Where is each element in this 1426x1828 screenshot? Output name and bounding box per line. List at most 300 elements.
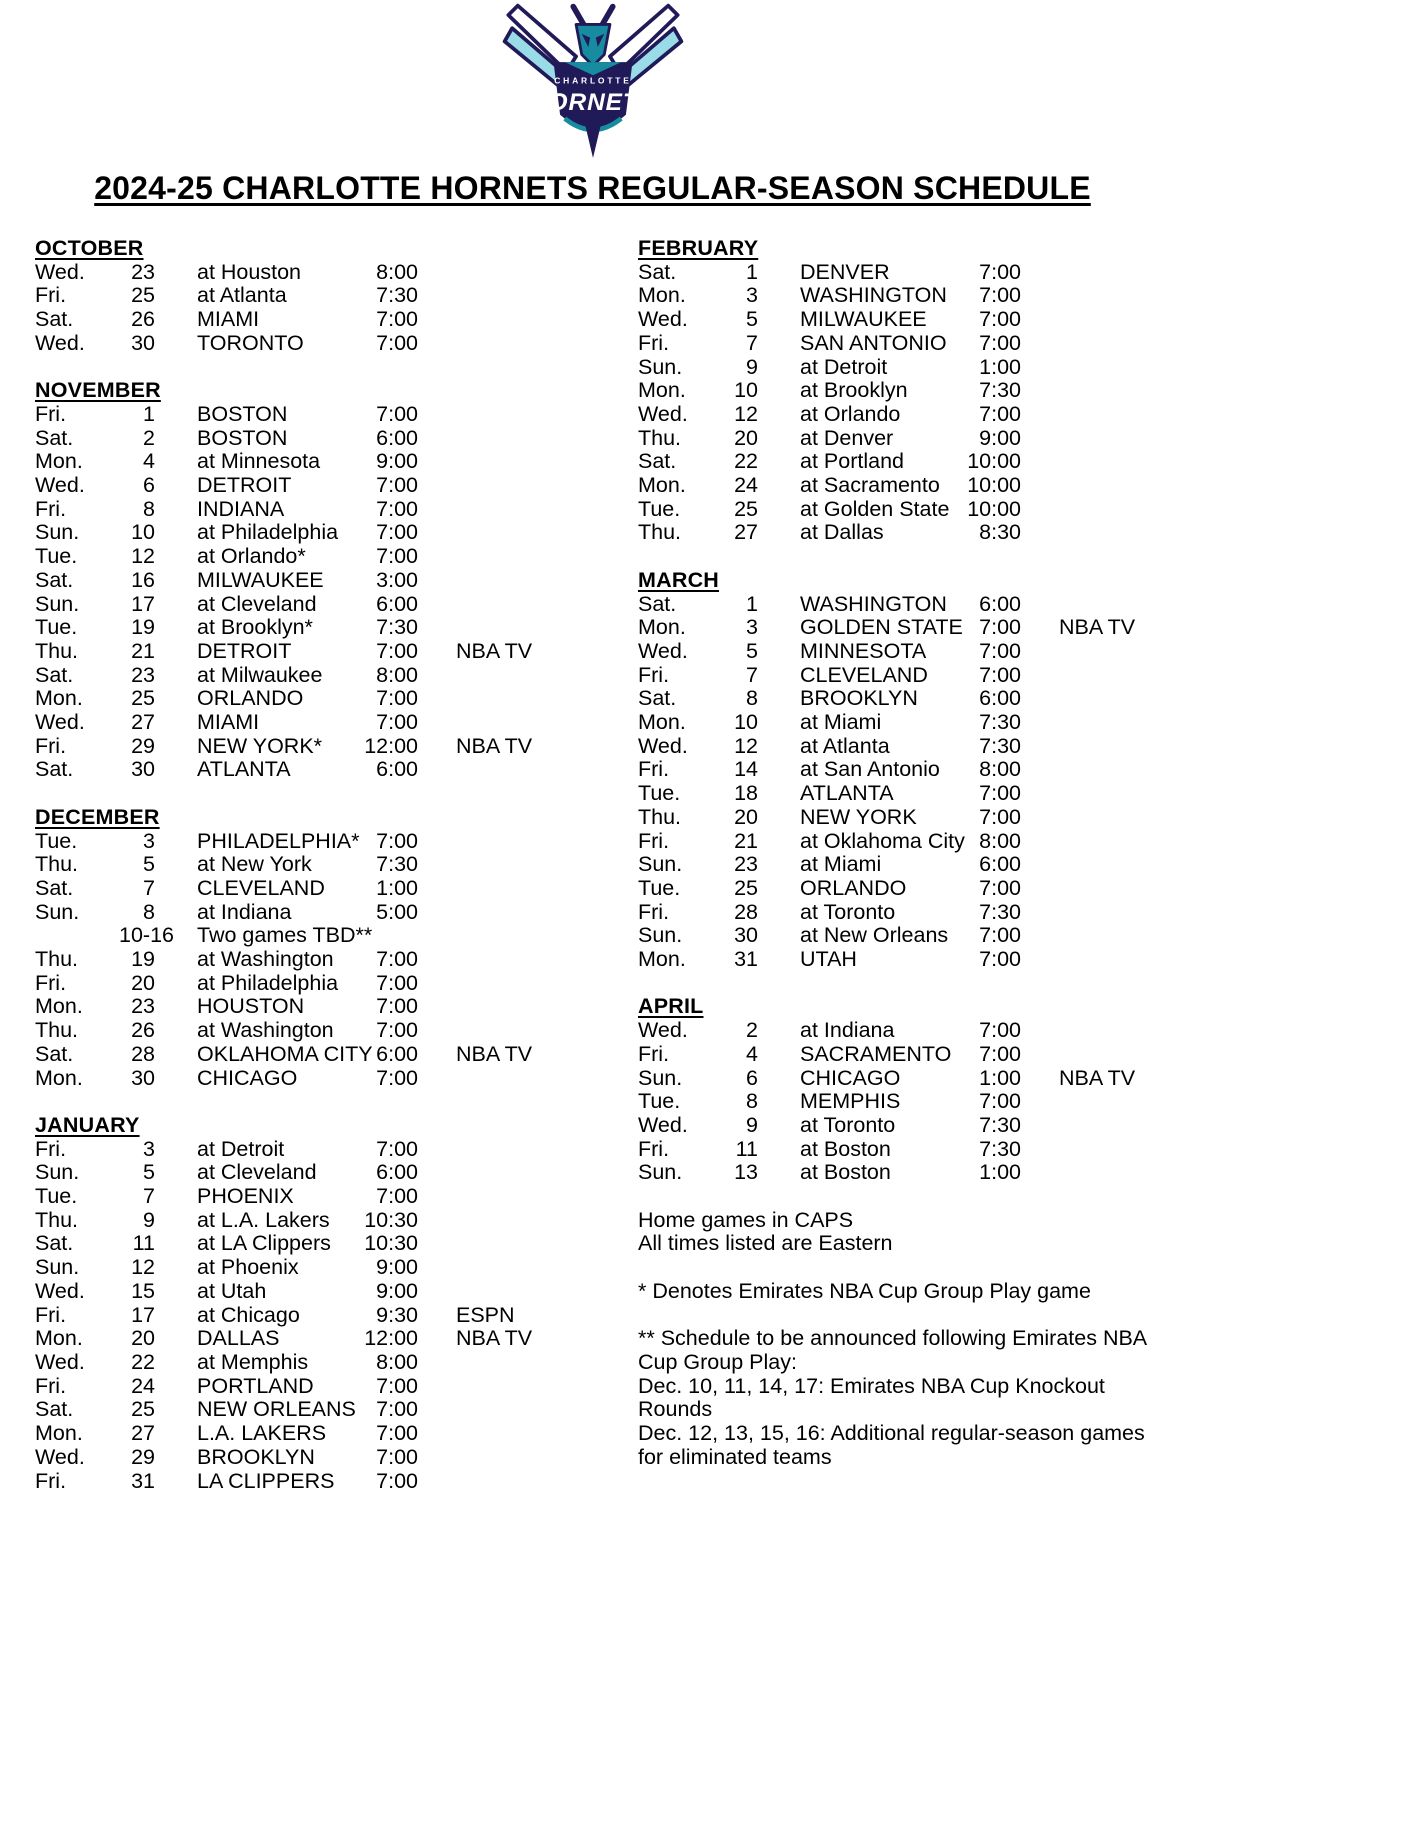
game-row bbox=[638, 830, 1183, 854]
game-row bbox=[35, 403, 555, 427]
game-time: 1:00 bbox=[979, 354, 1021, 379]
note-paragraph bbox=[638, 1280, 1158, 1304]
game-time bbox=[357, 924, 418, 948]
game-time: 8:00 bbox=[376, 662, 418, 687]
game-network: NBA TV bbox=[456, 638, 533, 663]
game-day: Thu. bbox=[638, 425, 682, 450]
game-row bbox=[638, 356, 1183, 380]
game-opponent: at Houston bbox=[197, 259, 301, 284]
game-day: Sat. bbox=[35, 875, 74, 900]
game-day: Fri. bbox=[35, 283, 67, 308]
game-row bbox=[638, 948, 1183, 972]
game-row bbox=[638, 1114, 1183, 1138]
game-date: 6 bbox=[746, 1065, 758, 1090]
game-time: 6:00 bbox=[376, 425, 418, 450]
game-row bbox=[35, 1446, 555, 1470]
game-day: Wed. bbox=[638, 733, 688, 758]
game-time: 7:00 bbox=[376, 1373, 418, 1398]
game-time: 7:30 bbox=[979, 899, 1021, 924]
game-row bbox=[638, 498, 1183, 522]
game-day: Sat. bbox=[638, 686, 677, 711]
game-day: Mon. bbox=[35, 994, 83, 1019]
game-day: Sat. bbox=[35, 425, 74, 450]
month-february bbox=[638, 237, 1183, 545]
game-opponent: at Philadelphia bbox=[197, 970, 339, 995]
game-date: 4 bbox=[143, 449, 155, 474]
game-network: NBA TV bbox=[1059, 615, 1136, 640]
game-date: 21 bbox=[734, 828, 758, 853]
game-date: 6 bbox=[143, 473, 155, 498]
game-date: 4 bbox=[746, 1041, 758, 1066]
game-time: 7:00 bbox=[979, 1089, 1021, 1114]
game-date: 20 bbox=[131, 1326, 155, 1351]
game-date: 10 bbox=[734, 378, 758, 403]
game-date: 31 bbox=[734, 947, 758, 972]
game-day: Wed. bbox=[35, 1278, 85, 1303]
game-row bbox=[35, 1232, 555, 1256]
game-opponent: WASHINGTON bbox=[800, 283, 947, 308]
game-opponent: TORONTO bbox=[197, 330, 304, 355]
game-day: Wed. bbox=[638, 1018, 688, 1043]
game-day: Thu. bbox=[35, 638, 79, 663]
game-day: Mon. bbox=[638, 615, 686, 640]
game-time: 8:30 bbox=[979, 520, 1021, 545]
game-row bbox=[35, 450, 555, 474]
game-time: 7:30 bbox=[979, 733, 1021, 758]
game-date: 23 bbox=[734, 852, 758, 877]
game-time: 7:30 bbox=[376, 852, 418, 877]
month-header: OCTOBER bbox=[35, 236, 144, 260]
game-row bbox=[35, 1351, 555, 1375]
right-months bbox=[638, 237, 1183, 1185]
game-opponent: at Detroit bbox=[800, 354, 888, 379]
game-day: Wed. bbox=[638, 638, 688, 663]
game-time: 7:30 bbox=[376, 615, 418, 640]
game-date: 3 bbox=[746, 615, 758, 640]
game-opponent: Two games TBD** bbox=[197, 923, 373, 948]
game-time: 7:00 bbox=[376, 828, 418, 853]
game-row bbox=[35, 1185, 555, 1209]
game-date: 23 bbox=[131, 994, 155, 1019]
game-day: Sat. bbox=[638, 259, 677, 284]
game-opponent: at Brooklyn* bbox=[197, 615, 313, 640]
game-opponent: at San Antonio bbox=[800, 757, 940, 782]
game-time: 1:00 bbox=[979, 1065, 1021, 1090]
game-row bbox=[35, 498, 555, 522]
game-time: 7:00 bbox=[376, 1444, 418, 1469]
game-time: 6:00 bbox=[376, 757, 418, 782]
game-date: 26 bbox=[131, 307, 155, 332]
game-time: 7:00 bbox=[979, 283, 1021, 308]
game-row bbox=[35, 1280, 555, 1304]
game-day: Sat. bbox=[35, 1397, 74, 1422]
note-line: * Denotes Emirates NBA Cup Group Play game bbox=[638, 1278, 1091, 1303]
game-date: 25 bbox=[131, 283, 155, 308]
game-time: 7:00 bbox=[979, 1041, 1021, 1066]
note-line: Dec. 10, 11, 14, 17: Emirates NBA Cup Knockout Rounds bbox=[638, 1373, 1105, 1422]
game-date: 23 bbox=[131, 259, 155, 284]
game-day: Thu. bbox=[638, 520, 682, 545]
game-date: 3 bbox=[143, 828, 155, 853]
game-time: 8:00 bbox=[376, 1350, 418, 1374]
game-opponent: MILWAUKEE bbox=[800, 307, 927, 332]
game-opponent: SAN ANTONIO bbox=[800, 330, 947, 355]
game-day: Tue. bbox=[638, 875, 681, 900]
game-row bbox=[638, 735, 1183, 759]
game-row bbox=[35, 1304, 555, 1328]
game-time: 7:00 bbox=[376, 1421, 418, 1446]
game-day: Sun. bbox=[638, 1065, 683, 1090]
game-date: 15 bbox=[131, 1278, 155, 1303]
game-date: 13 bbox=[734, 1160, 758, 1185]
game-day bbox=[35, 924, 119, 948]
game-row bbox=[35, 948, 555, 972]
game-row bbox=[35, 664, 555, 688]
note-line: Home games in CAPS bbox=[638, 1207, 854, 1232]
game-row bbox=[35, 593, 555, 617]
game-opponent: at Denver bbox=[800, 425, 894, 450]
game-date: 16 bbox=[131, 567, 155, 592]
game-time: 7:00 bbox=[376, 401, 418, 426]
game-time: 7:00 bbox=[376, 710, 418, 735]
game-opponent: PHOENIX bbox=[197, 1184, 294, 1209]
game-time: 7:00 bbox=[376, 1184, 418, 1209]
game-opponent: DETROIT bbox=[197, 473, 292, 498]
game-time: 7:00 bbox=[979, 875, 1021, 900]
game-time: 7:00 bbox=[979, 804, 1021, 829]
game-time: 8:00 bbox=[376, 259, 418, 284]
game-network: NBA TV bbox=[456, 1041, 533, 1066]
game-day: Sun. bbox=[35, 591, 80, 616]
game-date: 20 bbox=[131, 970, 155, 995]
game-date: 20 bbox=[734, 804, 758, 829]
game-date: 17 bbox=[131, 1302, 155, 1327]
game-day: Sun. bbox=[638, 354, 683, 379]
notes-section bbox=[638, 1209, 1158, 1470]
game-time: 10:00 bbox=[967, 473, 1021, 498]
game-time: 10:00 bbox=[967, 449, 1021, 474]
game-opponent: HOUSTON bbox=[197, 994, 305, 1019]
game-row bbox=[638, 1138, 1183, 1162]
game-day: Sun. bbox=[638, 923, 683, 948]
game-network: ESPN bbox=[456, 1302, 515, 1327]
game-day: Fri. bbox=[35, 1373, 67, 1398]
game-time: 1:00 bbox=[376, 875, 418, 900]
game-opponent: ORLANDO bbox=[800, 875, 907, 900]
game-date: 5 bbox=[143, 1160, 155, 1185]
game-day: Tue. bbox=[638, 1089, 681, 1114]
game-date: 23 bbox=[131, 662, 155, 687]
month-header: JANUARY bbox=[35, 1112, 140, 1137]
game-row bbox=[35, 830, 555, 854]
game-date: 25 bbox=[734, 875, 758, 900]
game-row bbox=[638, 1090, 1183, 1114]
game-time: 10:30 bbox=[364, 1207, 418, 1232]
game-row bbox=[35, 1043, 555, 1067]
game-row bbox=[638, 782, 1183, 806]
game-day: Mon. bbox=[638, 473, 686, 498]
game-row bbox=[638, 308, 1183, 332]
game-opponent: at Orlando bbox=[800, 401, 901, 426]
schedule-column-right bbox=[638, 237, 1183, 1517]
logo-team-text: HORNETS bbox=[529, 89, 656, 117]
game-day: Tue. bbox=[35, 544, 78, 569]
game-day: Fri. bbox=[638, 757, 670, 782]
game-row bbox=[35, 1398, 555, 1422]
game-date: 10 bbox=[131, 520, 155, 545]
game-date: 12 bbox=[734, 401, 758, 426]
game-row bbox=[35, 1256, 555, 1280]
game-day: Fri. bbox=[638, 1041, 670, 1066]
game-day: Wed. bbox=[638, 1112, 688, 1137]
game-time: 7:00 bbox=[979, 923, 1021, 948]
page-title: 2024-25 CHARLOTTE HORNETS REGULAR-SEASON SCHEDULE bbox=[94, 170, 1091, 206]
game-day: Fri. bbox=[35, 1136, 67, 1161]
game-time: 12:00 bbox=[364, 1326, 418, 1351]
game-opponent: BROOKLYN bbox=[800, 686, 918, 711]
game-day: Thu. bbox=[35, 1018, 79, 1043]
game-date: 10 bbox=[734, 710, 758, 735]
game-opponent: at Cleveland bbox=[197, 591, 317, 616]
game-row bbox=[35, 427, 555, 451]
game-day: Wed. bbox=[35, 1444, 85, 1469]
note-paragraph bbox=[638, 1327, 1158, 1469]
game-day: Mon. bbox=[638, 283, 686, 308]
game-time: 7:00 bbox=[376, 638, 418, 663]
hornets-logo bbox=[498, 0, 688, 158]
game-opponent: at Cleveland bbox=[197, 1160, 317, 1185]
game-time: 6:00 bbox=[376, 1041, 418, 1066]
game-time: 1:00 bbox=[979, 1160, 1021, 1185]
game-day: Wed. bbox=[35, 259, 85, 284]
game-date: 7 bbox=[143, 1184, 155, 1209]
game-date: 26 bbox=[131, 1018, 155, 1043]
game-date: 21 bbox=[131, 638, 155, 663]
game-date: 5 bbox=[746, 307, 758, 332]
game-date: 11 bbox=[735, 1136, 758, 1161]
game-date: 3 bbox=[143, 1136, 155, 1161]
game-row bbox=[35, 332, 555, 356]
game-row bbox=[35, 1422, 555, 1446]
game-time: 7:00 bbox=[979, 259, 1021, 284]
game-date: 22 bbox=[131, 1350, 155, 1374]
game-day: Fri. bbox=[35, 1468, 67, 1493]
game-opponent: SACRAMENTO bbox=[800, 1041, 952, 1066]
antennae bbox=[573, 7, 613, 25]
game-row bbox=[638, 284, 1183, 308]
month-march bbox=[638, 569, 1183, 972]
game-row bbox=[35, 1138, 555, 1162]
game-date: 25 bbox=[734, 496, 758, 521]
game-date: 9 bbox=[746, 354, 758, 379]
game-opponent: at Memphis bbox=[197, 1350, 309, 1374]
game-day: Sat. bbox=[35, 567, 74, 592]
game-opponent: at Orlando* bbox=[197, 544, 306, 569]
game-opponent: BROOKLYN bbox=[197, 1444, 315, 1469]
game-row bbox=[35, 1067, 555, 1091]
game-day: Thu. bbox=[638, 804, 682, 829]
game-time: 10:30 bbox=[364, 1231, 418, 1256]
game-opponent: at New Orleans bbox=[800, 923, 949, 948]
game-opponent: MIAMI bbox=[197, 307, 260, 332]
game-opponent: LA CLIPPERS bbox=[197, 1468, 335, 1493]
game-date: 30 bbox=[131, 1065, 155, 1090]
game-day: Fri. bbox=[638, 330, 670, 355]
game-date: 9 bbox=[143, 1207, 155, 1232]
game-date: 19 bbox=[131, 615, 155, 640]
game-opponent: ORLANDO bbox=[197, 686, 304, 711]
game-row bbox=[638, 403, 1183, 427]
game-row bbox=[35, 853, 555, 877]
game-day: Fri. bbox=[35, 496, 67, 521]
game-opponent: DALLAS bbox=[197, 1326, 280, 1351]
game-day: Wed. bbox=[35, 473, 85, 498]
game-day: Fri. bbox=[638, 1136, 670, 1161]
game-date: 7 bbox=[746, 662, 758, 687]
game-opponent: at New York bbox=[197, 852, 312, 877]
game-time: 9:00 bbox=[376, 449, 418, 474]
game-time: 7:00 bbox=[376, 1468, 418, 1493]
game-time: 7:00 bbox=[376, 520, 418, 545]
game-date: 18 bbox=[734, 781, 758, 806]
game-time: 7:00 bbox=[979, 615, 1021, 640]
game-opponent: at Golden State bbox=[800, 496, 950, 521]
game-row bbox=[638, 640, 1183, 664]
game-opponent: at L.A. Lakers bbox=[197, 1207, 330, 1232]
game-date: 24 bbox=[734, 473, 758, 498]
game-time: 7:30 bbox=[979, 1112, 1021, 1137]
month-header: MARCH bbox=[638, 567, 720, 592]
game-time: 7:00 bbox=[979, 638, 1021, 663]
game-row bbox=[35, 1470, 555, 1494]
game-row bbox=[35, 877, 555, 901]
game-time: 9:00 bbox=[376, 1255, 418, 1280]
game-date: 24 bbox=[131, 1373, 155, 1398]
game-row bbox=[638, 853, 1183, 877]
game-date: 5 bbox=[746, 638, 758, 663]
stinger bbox=[584, 122, 601, 158]
game-date: 12 bbox=[131, 544, 155, 569]
game-date: 31 bbox=[131, 1468, 155, 1493]
game-row bbox=[638, 711, 1183, 735]
game-time: 8:00 bbox=[979, 828, 1021, 853]
month-header: DECEMBER bbox=[35, 804, 160, 829]
game-day: Mon. bbox=[35, 1065, 83, 1090]
game-row bbox=[35, 521, 555, 545]
game-row bbox=[35, 1161, 555, 1185]
game-day: Fri. bbox=[638, 662, 670, 687]
game-opponent: at Detroit bbox=[197, 1136, 285, 1161]
game-time: 7:00 bbox=[376, 686, 418, 711]
game-date: 1 bbox=[746, 591, 758, 616]
game-row bbox=[35, 901, 555, 925]
game-day: Sun. bbox=[35, 1160, 80, 1185]
game-opponent: CLEVELAND bbox=[197, 875, 325, 900]
game-time: 7:00 bbox=[979, 781, 1021, 806]
game-opponent: at Toronto bbox=[800, 1112, 896, 1137]
game-day: Sat. bbox=[35, 1041, 74, 1066]
game-row bbox=[638, 1067, 1183, 1091]
game-opponent: INDIANA bbox=[197, 496, 285, 521]
game-row bbox=[638, 806, 1183, 830]
game-opponent: at Sacramento bbox=[800, 473, 940, 498]
game-time: 7:00 bbox=[376, 994, 418, 1019]
game-day: Mon. bbox=[35, 449, 83, 474]
hornet-head bbox=[576, 24, 610, 65]
game-time: 6:00 bbox=[979, 852, 1021, 877]
game-day: Fri. bbox=[35, 733, 67, 758]
game-date: 8 bbox=[746, 1089, 758, 1114]
game-opponent: BOSTON bbox=[197, 425, 288, 450]
game-opponent: at Atlanta bbox=[197, 283, 287, 308]
game-time: 7:30 bbox=[979, 710, 1021, 735]
game-time: 7:00 bbox=[979, 1018, 1021, 1043]
game-row bbox=[638, 332, 1183, 356]
game-opponent: NEW ORLEANS bbox=[197, 1397, 356, 1422]
game-date: 2 bbox=[143, 425, 155, 450]
game-day: Fri. bbox=[35, 1302, 67, 1327]
month-december bbox=[35, 806, 555, 1090]
game-opponent: at Milwaukee bbox=[197, 662, 323, 687]
game-opponent: CLEVELAND bbox=[800, 662, 928, 687]
game-day: Tue. bbox=[35, 615, 78, 640]
game-day: Thu. bbox=[35, 947, 79, 972]
game-time: 7:00 bbox=[979, 401, 1021, 426]
month-october bbox=[35, 237, 555, 356]
game-date: 28 bbox=[734, 899, 758, 924]
game-time: 7:00 bbox=[376, 1136, 418, 1161]
game-date: 7 bbox=[746, 330, 758, 355]
month-january bbox=[35, 1114, 555, 1493]
game-opponent: CHICAGO bbox=[197, 1065, 298, 1090]
game-time: 7:30 bbox=[979, 1136, 1021, 1161]
game-day: Sat. bbox=[35, 307, 74, 332]
game-time: 7:00 bbox=[979, 947, 1021, 972]
game-row bbox=[35, 474, 555, 498]
game-day: Mon. bbox=[638, 378, 686, 403]
game-day: Wed. bbox=[35, 1350, 85, 1374]
game-row bbox=[638, 450, 1183, 474]
game-time: 9:00 bbox=[979, 425, 1021, 450]
game-row bbox=[35, 284, 555, 308]
game-date: 29 bbox=[131, 1444, 155, 1469]
game-opponent: at Miami bbox=[800, 852, 882, 877]
game-day: Thu. bbox=[35, 1207, 79, 1232]
note-line: ** Schedule to be announced following Emirates NBA Cup Group Play: bbox=[638, 1326, 1146, 1374]
game-day: Wed. bbox=[35, 330, 85, 355]
game-time: 7:00 bbox=[979, 662, 1021, 687]
game-row bbox=[638, 1043, 1183, 1067]
game-opponent: at Indiana bbox=[197, 899, 292, 924]
game-opponent: at Philadelphia bbox=[197, 520, 339, 545]
game-date: 27 bbox=[131, 710, 155, 735]
game-opponent: at Portland bbox=[800, 449, 904, 474]
game-opponent: PORTLAND bbox=[197, 1373, 314, 1398]
game-day: Mon. bbox=[638, 710, 686, 735]
game-opponent: L.A. LAKERS bbox=[197, 1421, 327, 1446]
game-opponent: MEMPHIS bbox=[800, 1089, 901, 1114]
game-opponent: at Washington bbox=[197, 1018, 334, 1043]
game-opponent: MILWAUKEE bbox=[197, 567, 324, 592]
game-row bbox=[638, 379, 1183, 403]
logo-city-text: CHARLOTTE bbox=[553, 75, 632, 86]
game-time: 7:00 bbox=[979, 330, 1021, 355]
game-opponent: at Boston bbox=[800, 1136, 891, 1161]
game-time: 7:00 bbox=[376, 1397, 418, 1422]
note-line: Dec. 12, 13, 15, 16: Additional regular-season games for eliminated teams bbox=[638, 1421, 1145, 1469]
game-day: Fri. bbox=[35, 970, 67, 995]
game-row bbox=[638, 1161, 1183, 1185]
